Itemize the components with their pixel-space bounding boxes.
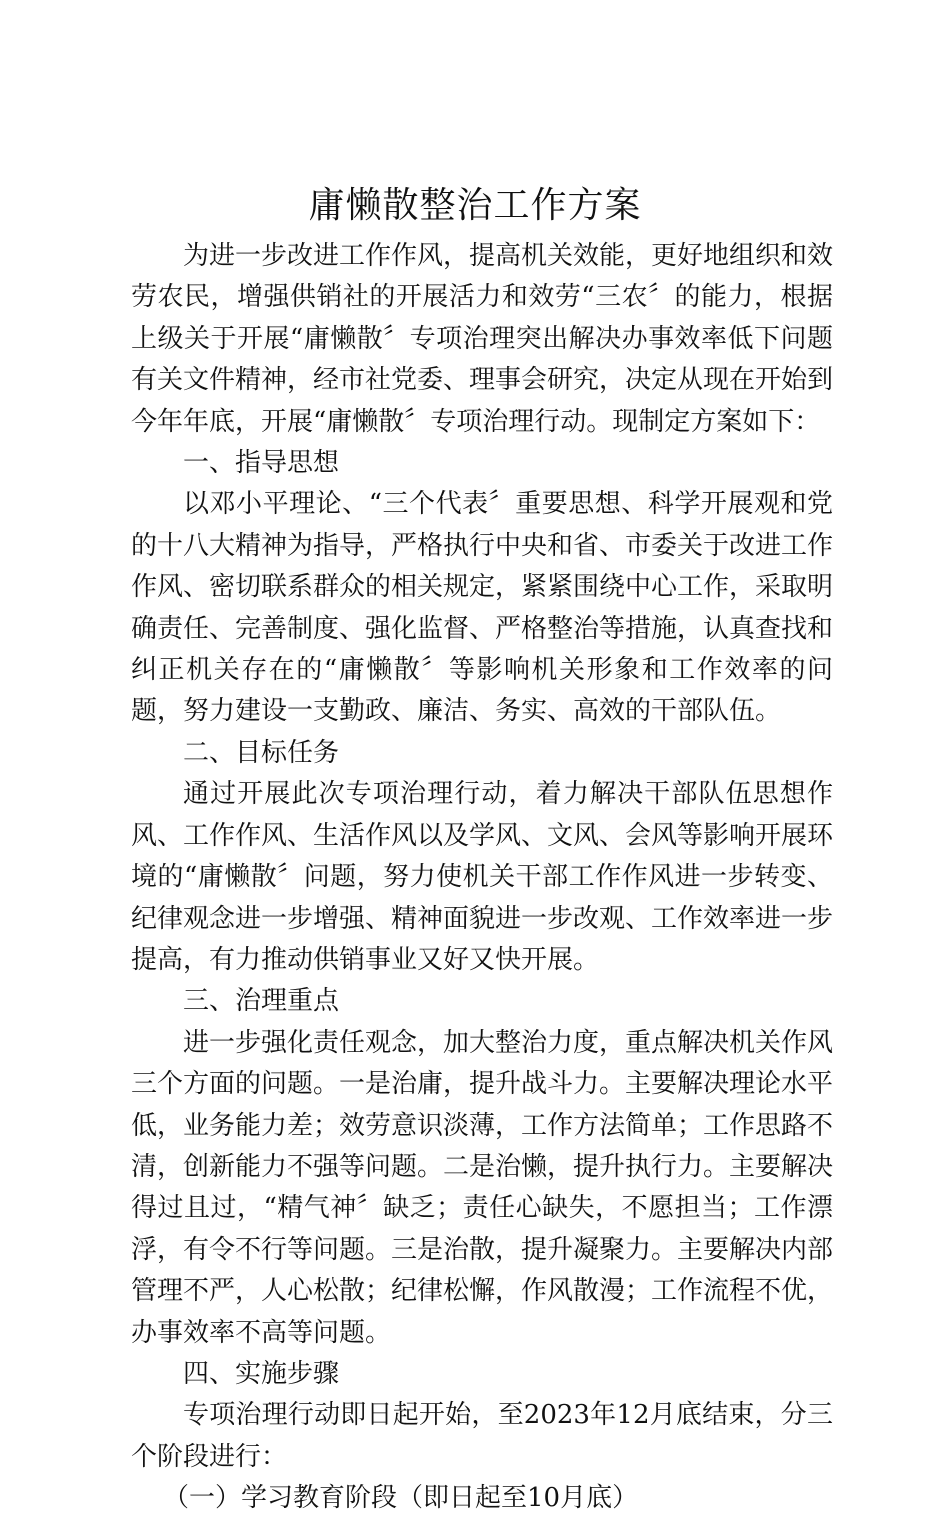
intro-paragraph: 为进一步改进工作作风，提高机关效能，更好地组织和效劳农民，增强供销社的开展活力和效劳“三农〞的能力，根据上级关于开展“庸懒散〞专项治理突出解决办事效率低下问题有关文件精神，经市社党委、理事会研究，决定从现在开始到今年年底，开展“庸懒散〞专项治理行动。现制定方案如下： bbox=[131, 241, 834, 437]
section-heading-implementation-steps: 四、实施步骤 bbox=[183, 1358, 340, 1389]
section-heading-objectives: 二、目标任务 bbox=[183, 737, 340, 768]
subsection-heading-study-phase: （一）学习教育阶段（即日起至10月底） bbox=[163, 1483, 639, 1514]
guiding-ideology-paragraph: 以邓小平理论、“三个代表〞重要思想、科学开展观和党的十八大精神为指导，严格执行中央和省、市委关于改进工作作风、密切联系群众的相关规定，紧紧围绕中心工作，采取明确责任、完善制度、强化监督、严格整治等措施，认真查找和纠正机关存在的“庸懒散〞等影响机关形象和工作效率的问题，努力建设一支勤政、廉洁、务实、高效的干部队伍。 bbox=[131, 489, 834, 727]
key-points-paragraph: 进一步强化责任观念，加大整治力度，重点解决机关作风三个方面的问题。一是治庸，提升战斗力。主要解决理论水平低，业务能力差；效劳意识淡薄，工作方法简单；工作思路不清，创新能力不强等问题。二是治懒，提升执行力。主要解决得过且过，“精气神〞缺乏；责任心缺失，不愿担当；工作漂浮，有令不行等问题。三是治散，提升凝聚力。主要解决内部管理不严，人心松散；纪律松懈，作风散漫；工作流程不优，办事效率不高等问题。 bbox=[131, 1027, 834, 1348]
document-title: 庸懒散整治工作方案 bbox=[308, 185, 642, 226]
document-body bbox=[131, 236, 833, 1520]
implementation-paragraph: 专项治理行动即日起开始，至2023年12月底结束，分三个阶段进行： bbox=[131, 1400, 833, 1472]
section-heading-key-points: 三、治理重点 bbox=[183, 986, 340, 1017]
objectives-paragraph: 通过开展此次专项治理行动，着力解决干部队伍思想作风、工作作风、生活作风以及学风、文风、会风等影响开展环境的“庸懒散〞问题，努力使机关干部工作作风进一步转变、纪律观念进一步增强、精神面貌进一步改观、工作效率进一步提高，有力推动供销事业又好又快开展。 bbox=[131, 779, 834, 975]
section-heading-guiding-ideology: 一、指导思想 bbox=[183, 448, 340, 479]
